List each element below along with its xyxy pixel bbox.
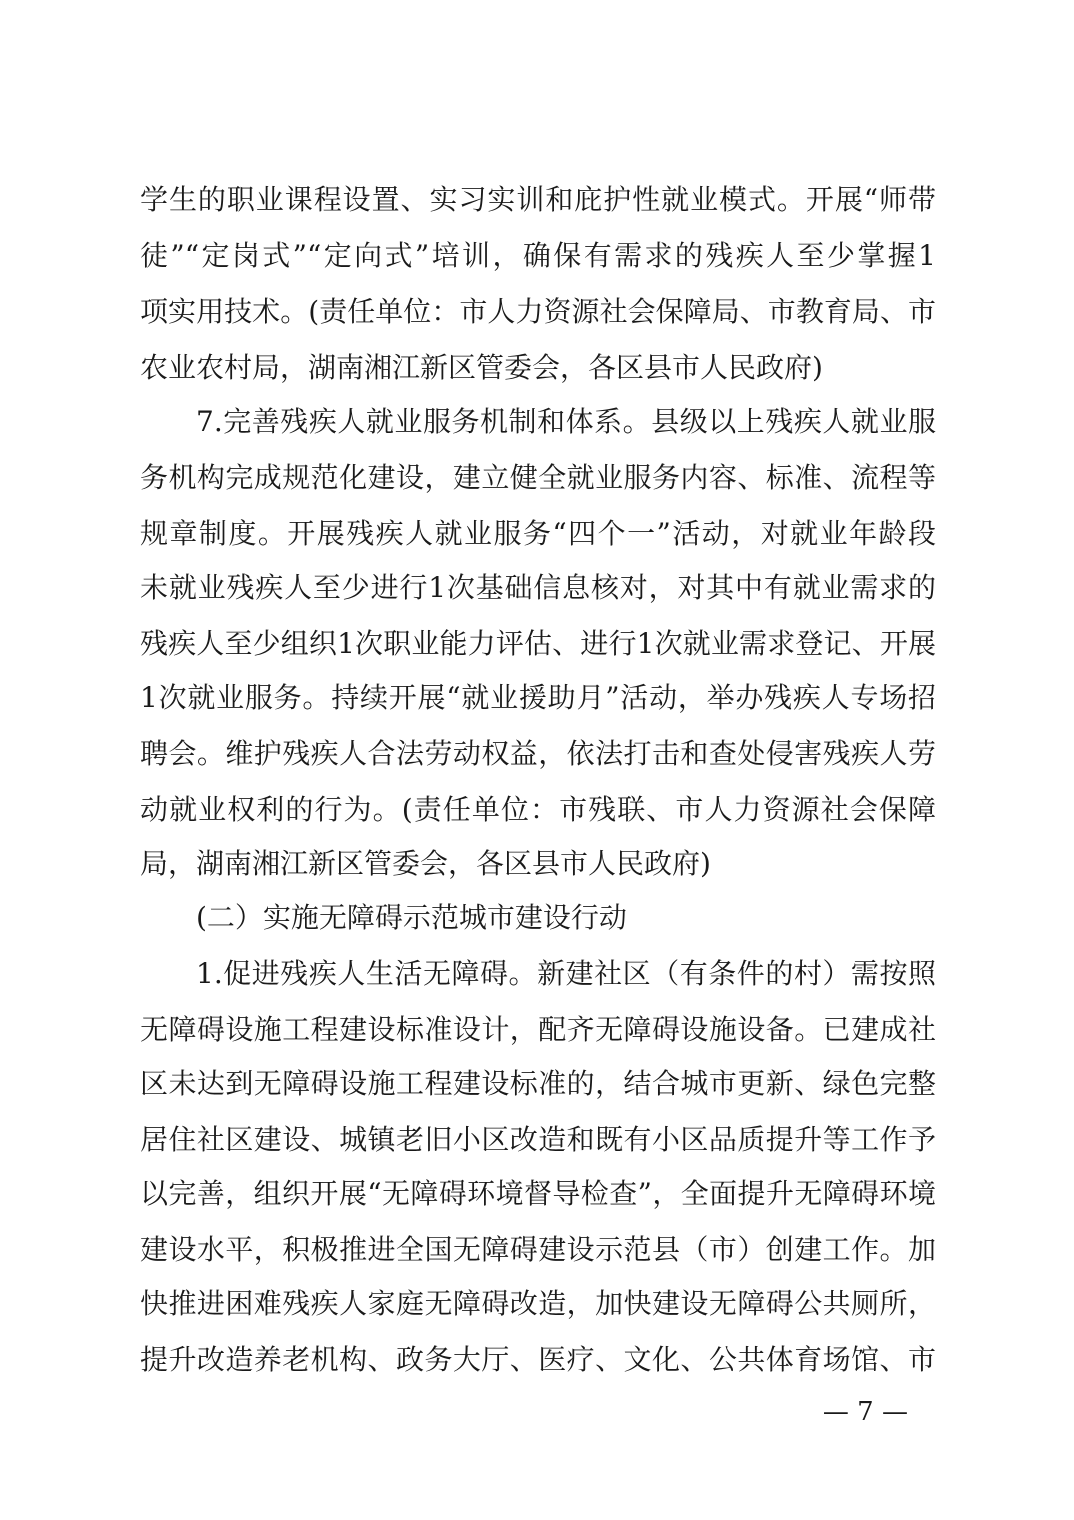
text-line: 提升改造养老机构、政务大厅、医疗、文化、公共体育场馆、市	[140, 1343, 936, 1376]
text-line: 区未达到无障碍设施工程建设标准的，结合城市更新、绿色完整	[140, 1067, 936, 1100]
page-number: — 7 —	[822, 1397, 908, 1427]
text-line: 聘会。维护残疾人合法劳动权益，依法打击和查处侵害残疾人劳	[140, 737, 936, 770]
text-line: 项实用技术。(责任单位：市人力资源社会保障局、市教育局、市	[140, 295, 936, 328]
text-line: 徒”“定岗式”“定向式”培训，确保有需求的残疾人至少掌握1	[140, 239, 936, 272]
text-line: 1.促进残疾人生活无障碍。新建社区（有条件的村）需按照	[196, 957, 936, 990]
text-line: 以完善，组织开展“无障碍环境督导检查”，全面提升无障碍环境	[140, 1177, 936, 1210]
text-line: 务机构完成规范化建设，建立健全就业服务内容、标准、流程等	[140, 461, 936, 494]
text-line: 7.完善残疾人就业服务机制和体系。县级以上残疾人就业服	[196, 405, 936, 438]
text-line: 农业农村局，湖南湘江新区管委会，各区县市人民政府)	[140, 351, 823, 384]
text-line: 动就业权利的行为。(责任单位：市残联、市人力资源社会保障	[140, 793, 936, 826]
text-line: 1次就业服务。持续开展“就业援助月”活动，举办残疾人专场招	[140, 681, 936, 714]
text-line: 居住社区建设、城镇老旧小区改造和既有小区品质提升等工作予	[140, 1123, 936, 1156]
text-line: 建设水平，积极推进全国无障碍建设示范县（市）创建工作。加	[140, 1233, 936, 1266]
text-line: 无障碍设施工程建设标准设计，配齐无障碍设施设备。已建成社	[140, 1013, 936, 1046]
section-heading: (二）实施无障碍示范城市建设行动	[196, 901, 627, 934]
text-line: 规章制度。开展残疾人就业服务“四个一”活动，对就业年龄段	[140, 517, 936, 550]
text-line: 残疾人至少组织1次职业能力评估、进行1次就业需求登记、开展	[140, 627, 936, 660]
text-line: 局，湖南湘江新区管委会，各区县市人民政府)	[140, 847, 711, 880]
text-line: 未就业残疾人至少进行1次基础信息核对，对其中有就业需求的	[140, 571, 936, 604]
text-line: 快推进困难残疾人家庭无障碍改造，加快建设无障碍公共厕所，	[140, 1287, 936, 1320]
text-line: 学生的职业课程设置、实习实训和庇护性就业模式。开展“师带	[140, 183, 936, 216]
